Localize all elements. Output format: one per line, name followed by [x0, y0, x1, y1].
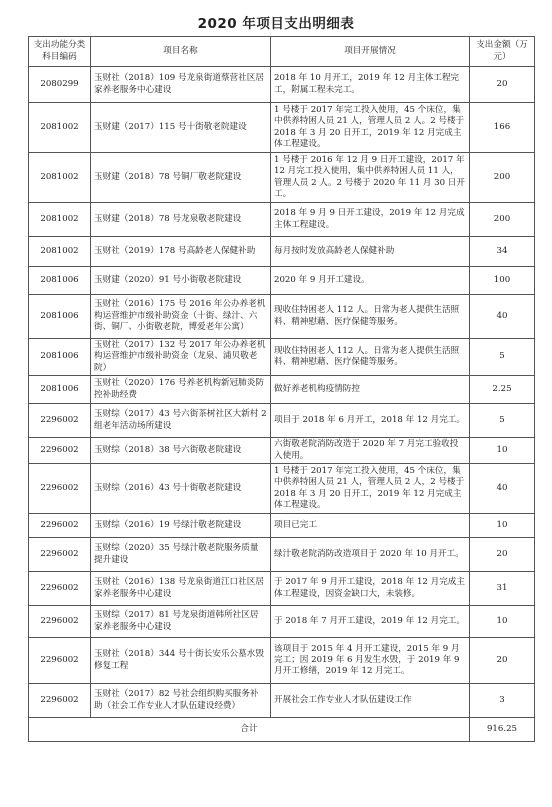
table-row: [29, 638, 535, 684]
table-row: [29, 376, 535, 404]
table-row: [29, 267, 535, 295]
row-name: 玉财社（2016）175 号 2016 年公办养老机构运营维护市级补助资金（十街、绿汁、六街、铜厂、小街敬老院，博爱老年公寓）: [91, 295, 271, 339]
row-amount: 20: [470, 638, 535, 684]
table-row: [29, 464, 535, 514]
row-desc: 现收住特困老人 112 人。日常为老人提供生活照料、精神慰藉、医疗保健等服务。: [271, 295, 470, 339]
row-name: 玉财社（2017）132 号 2017 年公办养老机构运营维护市级补助资金（龙泉、浦贝敬老院）: [91, 339, 271, 376]
row-name: 玉财综（2016）19 号绿汁敬老院建设: [91, 514, 271, 538]
row-desc: 做好养老机构疫情防控: [271, 376, 470, 404]
row-name: 玉财综（2017）81 号龙泉街道韩所社区居家养老服务中心建设: [91, 606, 271, 638]
table-row: [29, 572, 535, 606]
total-label: 合计: [29, 718, 470, 742]
expenditure-table: [28, 36, 535, 742]
row-amount: 2.25: [470, 376, 535, 404]
row-name: 玉财社（2018）344 号十街长安乐公墓水毁修复工程: [91, 638, 271, 684]
row-code: 2296002: [29, 438, 91, 464]
row-desc: 该项目于 2015 年 4 月开工建设，2015 年 9 月完工；因 2019 年 6 月发生水毁，于 2019 年 9 月开工修缮，2019 年 12 月完工。: [271, 638, 470, 684]
table-total-row: [29, 718, 535, 742]
table-row: [29, 67, 535, 103]
table-row: [29, 237, 535, 267]
row-amount: 5: [470, 339, 535, 376]
row-desc: 于 2017 年 9 月开工建设，2018 年 12 月完成主体工程建设，因资金缺口大，未装修。: [271, 572, 470, 606]
row-code: 2081006: [29, 295, 91, 339]
table-row: [29, 339, 535, 376]
row-desc: 1 号楼于 2016 年 12 月 9 日开工建设，2017 年 12 月完工投入使用，集中供养特困人员 11 人，管理人员 2 人。2 号楼于 2020 年 11 月 30 日开工。: [271, 153, 470, 203]
table-row: [29, 438, 535, 464]
header-amount: 支出金额（万元）: [470, 37, 535, 67]
row-amount: 40: [470, 295, 535, 339]
row-name: 玉财社（2018）109 号龙泉街道蔡营社区居家养老服务中心建设: [91, 67, 271, 103]
header-desc: 项目开展情况: [271, 37, 470, 67]
row-desc: 于 2018 年 7 月开工建设，2019 年 12 月完工。: [271, 606, 470, 638]
row-code: 2296002: [29, 606, 91, 638]
row-desc: 项目已完工: [271, 514, 470, 538]
table-row: [29, 153, 535, 203]
row-desc: 1 号楼于 2017 年完工投入使用，45 个床位，集中供养特困人员 21 人，管理人员 2 人。2 号楼于 2018 年 3 月 20 日开工，2019 年 12 月完成主体工程建设。: [271, 103, 470, 153]
row-code: 2296002: [29, 638, 91, 684]
row-amount: 31: [470, 572, 535, 606]
row-amount: 20: [470, 538, 535, 572]
row-code: 2081002: [29, 103, 91, 153]
row-name: 玉财综（2016）43 号十街敬老院建设: [91, 464, 271, 514]
row-name: 玉财社（2016）138 号龙泉街道江口社区居家养老服务中心建设: [91, 572, 271, 606]
row-amount: 5: [470, 404, 535, 438]
row-desc: 2018 年 9 月 9 日开工建设，2019 年 12 月完成主体工程建设。: [271, 203, 470, 237]
row-desc: 每月按时发放高龄老人保健补助: [271, 237, 470, 267]
table-row: [29, 203, 535, 237]
page-title: 2020 年项目支出明细表: [197, 16, 355, 32]
row-code: 2296002: [29, 464, 91, 514]
row-code: 2296002: [29, 572, 91, 606]
table-row: [29, 538, 535, 572]
row-amount: 10: [470, 438, 535, 464]
row-amount: 10: [470, 606, 535, 638]
row-code: 2080299: [29, 67, 91, 103]
row-name: 玉财建（2018）78 号铜厂敬老院建设: [91, 153, 271, 203]
row-amount: 200: [470, 153, 535, 203]
row-code: 2296002: [29, 514, 91, 538]
row-desc: 开展社会工作专业人才队伍建设工作: [271, 684, 470, 718]
row-name: 玉财建（2018）78 号龙泉敬老院建设: [91, 203, 271, 237]
table-row: [29, 606, 535, 638]
row-amount: 34: [470, 237, 535, 267]
row-desc: 六街敬老院消防改造于 2020 年 7 月完工验收投入使用。: [271, 438, 470, 464]
row-code: 2081002: [29, 203, 91, 237]
row-desc: 1 号楼于 2017 年完工投入使用，45 个床位，集中供养特困人员 21 人，管理人员 2 人，2 号楼于 2018 年 3 月 20 日开工，2019 年 12 月完成主体工程建设。: [271, 464, 470, 514]
row-amount: 100: [470, 267, 535, 295]
row-name: 玉财建（2017）115 号十街敬老院建设: [91, 103, 271, 153]
header-code: 支出功能分类科目编码: [29, 37, 91, 67]
row-amount: 3: [470, 684, 535, 718]
row-amount: 10: [470, 514, 535, 538]
row-amount: 200: [470, 203, 535, 237]
row-name: 玉财综（2017）43 号六街茶树社区大新村 2 组老年活动场所建设: [91, 404, 271, 438]
row-desc: 2020 年 9 月开工建设。: [271, 267, 470, 295]
row-name: 玉财综（2020）35 号绿汁敬老院服务质量提升建设: [91, 538, 271, 572]
row-amount: 40: [470, 464, 535, 514]
total-amount: 916.25: [470, 718, 535, 742]
row-code: 2296002: [29, 538, 91, 572]
row-code: 2081002: [29, 153, 91, 203]
row-name: 玉财建（2020）91 号小街敬老院建设: [91, 267, 271, 295]
row-desc: 绿汁敬老院消防改造项目于 2020 年 10 月开工。: [271, 538, 470, 572]
table-header-row: [29, 37, 535, 67]
row-code: 2081002: [29, 237, 91, 267]
table-row: [29, 295, 535, 339]
row-code: 2296002: [29, 404, 91, 438]
table-row: [29, 514, 535, 538]
table-row: [29, 103, 535, 153]
row-desc: 2018 年 10 月开工，2019 年 12 月主体工程完工，附属工程未完工。: [271, 67, 470, 103]
row-name: 玉财社（2017）82 号社会组织购买服务补助（社会工作专业人才队伍建设经费）: [91, 684, 271, 718]
row-name: 玉财社（2020）176 号养老机构新冠肺炎防控补助经费: [91, 376, 271, 404]
table-row: [29, 684, 535, 718]
row-amount: 166: [470, 103, 535, 153]
header-name: 项目名称: [91, 37, 271, 67]
row-code: 2296002: [29, 684, 91, 718]
row-name: 玉财综（2018）38 号六街敬老院建设: [91, 438, 271, 464]
row-desc: 现收住特困老人 112 人。日常为老人提供生活照料、精神慰藉、医疗保健等服务。: [271, 339, 470, 376]
row-code: 2081006: [29, 339, 91, 376]
row-name: 玉财社（2019）178 号高龄老人保健补助: [91, 237, 271, 267]
row-desc: 项目于 2018 年 6 月开工，2018 年 12 月完工。: [271, 404, 470, 438]
row-code: 2081006: [29, 376, 91, 404]
table-row: [29, 404, 535, 438]
row-code: 2081006: [29, 267, 91, 295]
row-amount: 20: [470, 67, 535, 103]
